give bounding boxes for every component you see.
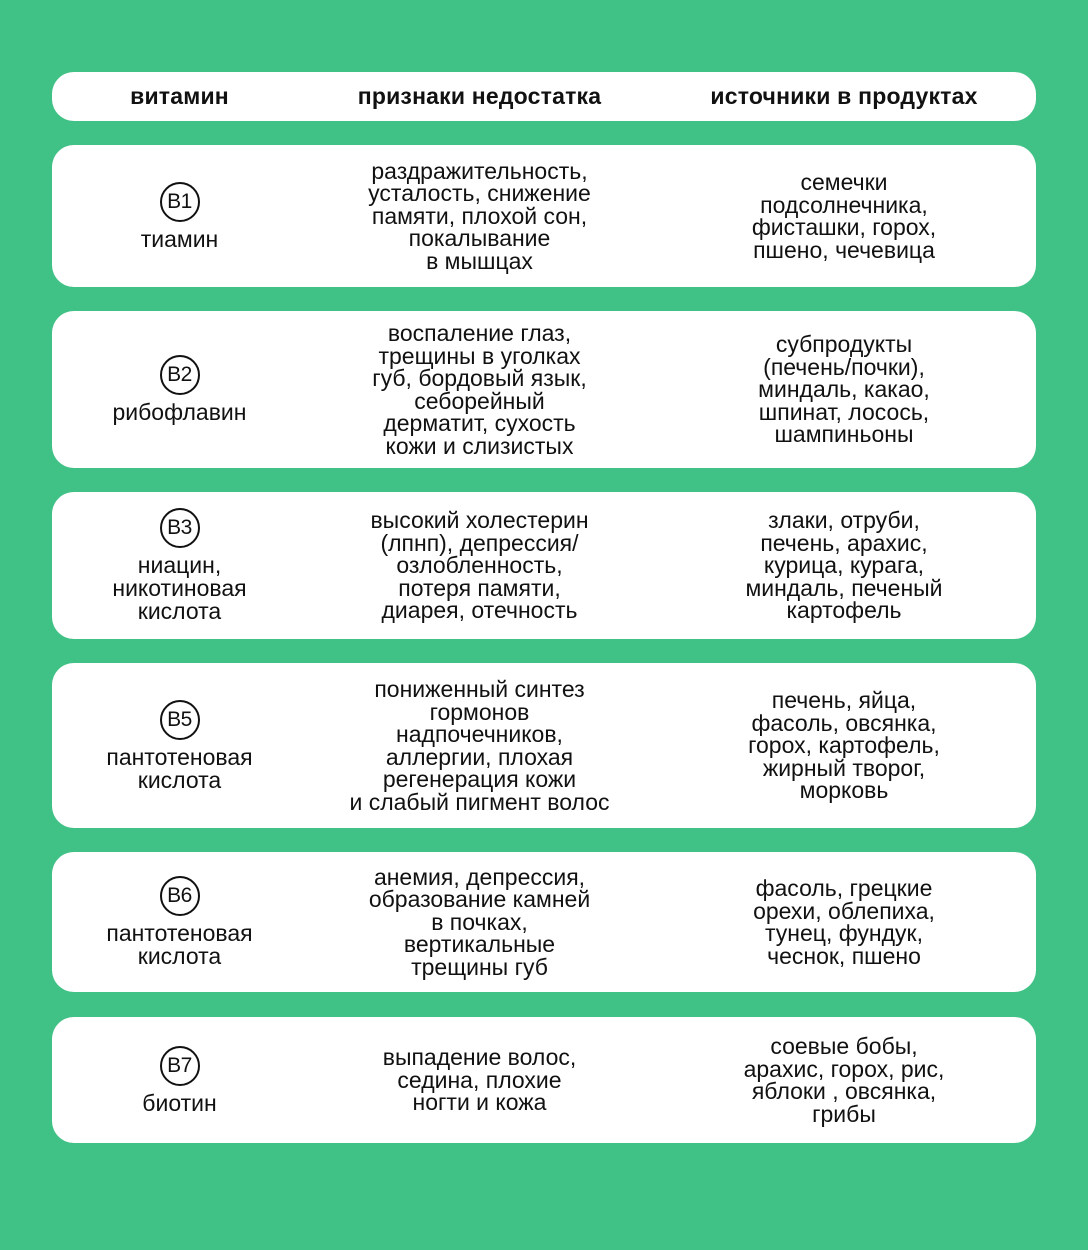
header-sources: источники в продуктах xyxy=(710,83,978,109)
vitamin-code-badge: B2 xyxy=(160,355,200,395)
vitamin-cell xyxy=(52,182,307,251)
header-vitamin: витамин xyxy=(130,83,229,109)
vitamin-name: тиамин xyxy=(140,225,219,252)
vitamin-name: ниацин, никотиновая кислота xyxy=(112,552,247,624)
symptoms-cell: пониженный синтез гормонов надпочечников, аллергии, плохая регенерация кожи и слабый пигмент волос xyxy=(349,676,610,815)
sources-cell: семечки подсолнечника, фисташки, горох, пшено, чечевица xyxy=(751,169,937,263)
vitamin-code-badge: B3 xyxy=(160,508,200,548)
symptoms-cell: высокий холестерин (лпнп), депрессия/ озлобленность, потеря памяти, диарея, отечность xyxy=(370,507,589,624)
sources-cell: печень, яйца, фасоль, овсянка, горох, картофель, жирный творог, морковь xyxy=(748,687,940,804)
vitamin-name: биотин xyxy=(142,1089,217,1116)
vitamin-cell xyxy=(52,508,307,623)
vitamin-name: пантотеновая кислота xyxy=(106,920,253,969)
vitamin-cell xyxy=(52,700,307,792)
sources-cell: фасоль, грецкие орехи, облепиха, тунец, фундук, чеснок, пшено xyxy=(753,875,935,969)
vitamin-code-badge: B6 xyxy=(160,876,200,916)
symptoms-cell: выпадение волос, седина, плохие ногти и кожа xyxy=(382,1044,577,1116)
table-row-b1 xyxy=(52,145,1036,287)
vitamin-cell xyxy=(52,355,307,424)
symptoms-cell: раздражительность, усталость, снижение памяти, плохой сон, покалывание в мышцах xyxy=(368,157,591,274)
vitamin-cell xyxy=(52,876,307,968)
sources-cell: субпродукты (печень/почки), миндаль, какао, шпинат, лосось, шампиньоны xyxy=(758,331,930,448)
vitamin-name: рибофлавин xyxy=(112,399,247,425)
symptoms-cell: воспаление глаз, трещины в уголках губ, бордовый язык, себорейный дерматит, сухость кожи и слизистых xyxy=(372,320,587,459)
vitamin-code-badge: B1 xyxy=(160,182,200,222)
table-row-b6 xyxy=(52,852,1036,992)
table-row-b3 xyxy=(52,492,1036,639)
vitamin-code-badge: B5 xyxy=(160,700,200,740)
table-header xyxy=(52,72,1036,121)
sources-cell: соевые бобы, арахис, горох, рис, яблоки , овсянка, грибы xyxy=(743,1033,945,1127)
table-row-b7 xyxy=(52,1017,1036,1143)
vitamin-code-badge: B7 xyxy=(160,1046,200,1086)
vitamin-cell xyxy=(52,1046,307,1115)
header-symptoms: признаки недостатка xyxy=(357,83,602,109)
sources-cell: злаки, отруби, печень, арахис, курица, курага, миндаль, печеный картофель xyxy=(745,507,943,624)
symptoms-cell: анемия, депрессия, образование камней в почках, вертикальные трещины губ xyxy=(368,863,591,980)
table-row-b5 xyxy=(52,663,1036,828)
table-row-b2 xyxy=(52,311,1036,468)
vitamin-name: пантотеновая кислота xyxy=(106,743,253,793)
